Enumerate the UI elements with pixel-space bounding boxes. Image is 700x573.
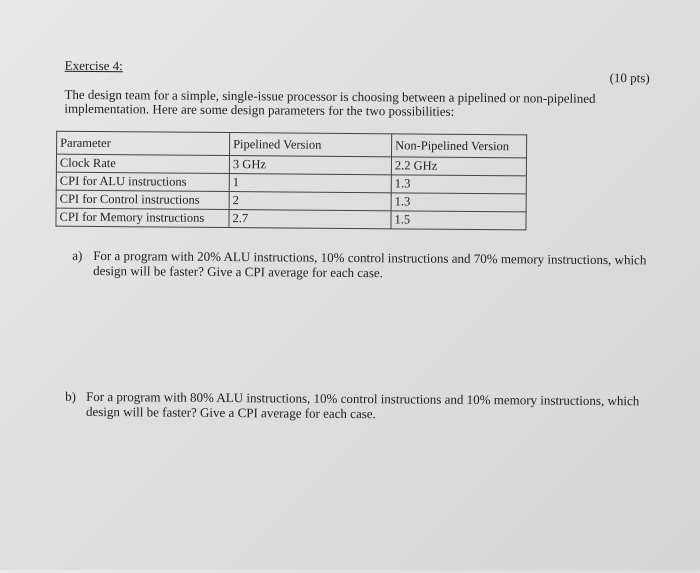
question-text: For a program with 80% ALU instructions, 10% control instructions and 10% memory instructions, which design will be faster? Give a CPI average for each case. bbox=[85, 388, 640, 422]
table-cell: 2 bbox=[229, 192, 391, 211]
table-cell: 1 bbox=[229, 174, 391, 193]
header-cell: Pipelined Version bbox=[230, 133, 392, 157]
exercise-intro: The design team for a simple, single-issue processor is choosing between a pipelined or non-pipelined implementation. Here are some design parameters for the two possibilities: bbox=[64, 86, 596, 119]
table-cell: CPI for ALU instructions bbox=[56, 172, 229, 191]
header-cell: Non-Pipelined Version bbox=[392, 134, 527, 158]
question-text: For a program with 20% ALU instructions, 10% control instructions and 70% memory instructions, which design will be faster? Give a CPI average for each case. bbox=[93, 247, 647, 281]
table-cell: 3 GHz bbox=[229, 156, 391, 175]
question-b bbox=[65, 388, 645, 422]
exercise-title: Exercise 4: bbox=[64, 57, 123, 74]
table-cell: 2.7 bbox=[229, 210, 391, 229]
table-row bbox=[56, 208, 526, 230]
table-cell: Clock Rate bbox=[56, 154, 229, 173]
table-cell: 1.3 bbox=[391, 175, 526, 194]
table-cell: 1.3 bbox=[391, 193, 526, 212]
table-cell: 1.5 bbox=[391, 211, 526, 230]
header-cell: Parameter bbox=[57, 131, 230, 155]
question-letter: a) bbox=[72, 247, 83, 263]
table-cell: 2.2 GHz bbox=[391, 157, 526, 176]
points-label: (10 pts) bbox=[609, 70, 650, 86]
table-cell: CPI for Control instructions bbox=[56, 190, 229, 209]
question-letter: b) bbox=[65, 388, 77, 404]
table-cell: CPI for Memory instructions bbox=[56, 208, 229, 227]
parameter-table bbox=[55, 131, 527, 231]
question-a bbox=[72, 247, 652, 281]
